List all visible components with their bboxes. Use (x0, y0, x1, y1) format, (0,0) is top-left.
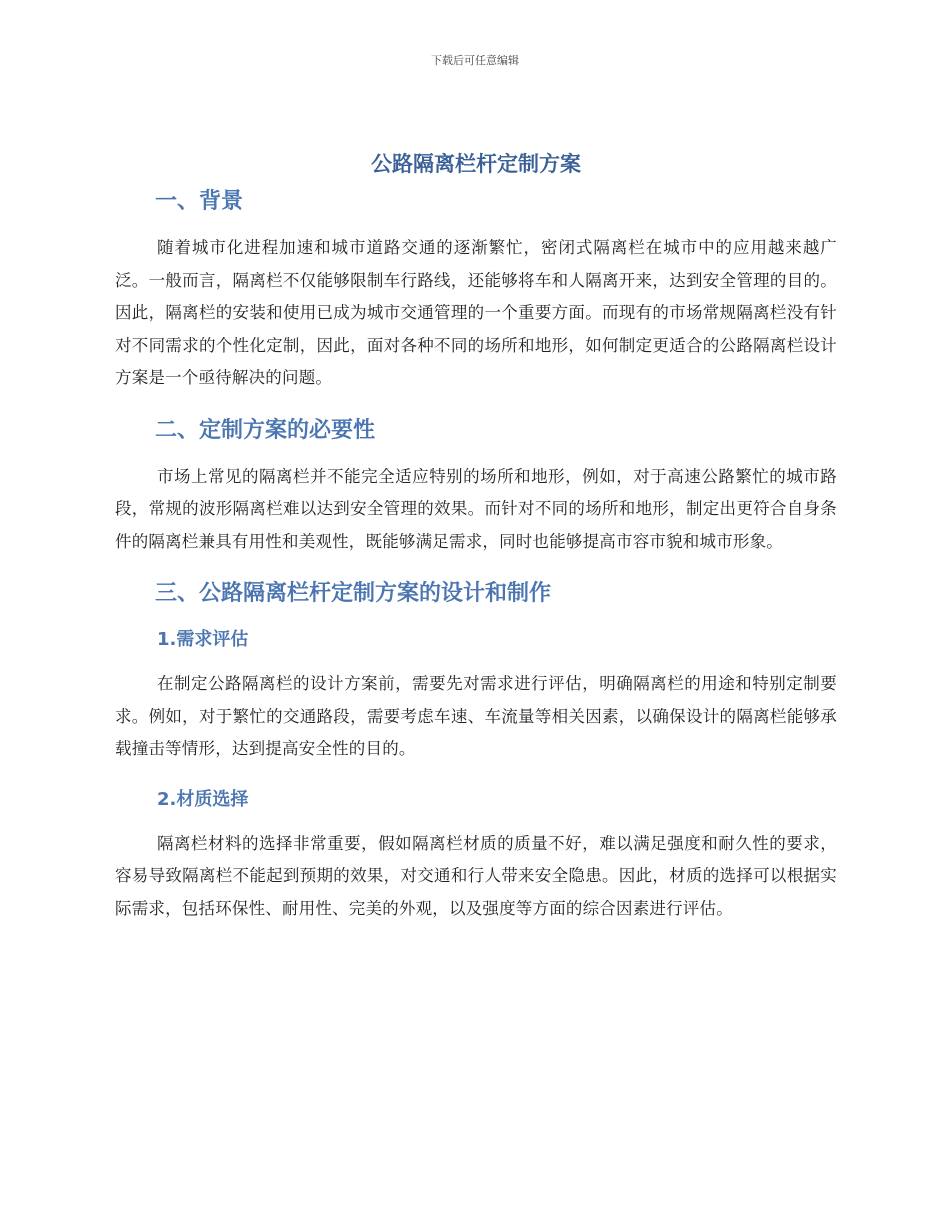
page-header-note: 下载后可任意编辑 (431, 54, 519, 67)
section-paragraph: 随着城市化进程加速和城市道路交通的逐渐繁忙，密闭式隔离栏在城市中的应用越来越广泛。一般而言，隔离栏不仅能够限制车行路线，还能够将车和人隔离开来，达到安全管理的目的。因此，隔离栏的安装和使用已成为城市交通管理的一个重要方面。而现有的市场常规隔离栏没有针对不同需求的个性化定制，因此，面对各种不同的场所和地形，如何制定更适合的公路隔离栏设计方案是一个亟待解决的问题。 (115, 238, 837, 387)
section-design (115, 576, 837, 925)
subsection-heading: 1.需求评估 (157, 629, 249, 650)
section-heading: 一、背景 (155, 189, 244, 214)
subsection-materials (115, 784, 837, 926)
section-background (115, 184, 837, 395)
document-title: 公路隔离栏杆定制方案 (371, 152, 581, 176)
document-body (115, 146, 837, 943)
subsection-paragraph: 在制定公路隔离栏的设计方案前，需要先对需求进行评估，明确隔离栏的用途和特别定制要求。例如，对于繁忙的交通路段，需要考虑车速、车流量等相关因素，以确保设计的隔离栏能够承载撞击等情形，达到提高安全性的目的。 (115, 674, 837, 758)
section-paragraph: 市场上常见的隔离栏并不能完全适应特别的场所和地形，例如，对于高速公路繁忙的城市路段，常规的波形隔离栏难以达到安全管理的效果。而针对不同的场所和地形，制定出更符合自身条件的隔离栏兼具有用性和美观性，既能够满足需求，同时也能够提高市容市貌和城市形象。 (115, 466, 837, 551)
section-necessity (115, 413, 837, 559)
subsection-heading: 2.材质选择 (157, 788, 249, 810)
subsection-paragraph: 隔离栏材料的选择非常重要，假如隔离栏材质的质量不好，难以满足强度和耐久性的要求，容易导致隔离栏不能起到预期的效果，对交通和行人带来安全隐患。因此，材质的选择可以根据实际需求，包括环保性、耐用性、完美的外观，以及强度等方面的综合因素进行评估。 (115, 833, 837, 918)
subsection-requirements (115, 624, 837, 766)
section-heading: 二、定制方案的必要性 (155, 417, 376, 443)
section-heading: 三、公路隔离栏杆定制方案的设计和制作 (155, 581, 552, 606)
